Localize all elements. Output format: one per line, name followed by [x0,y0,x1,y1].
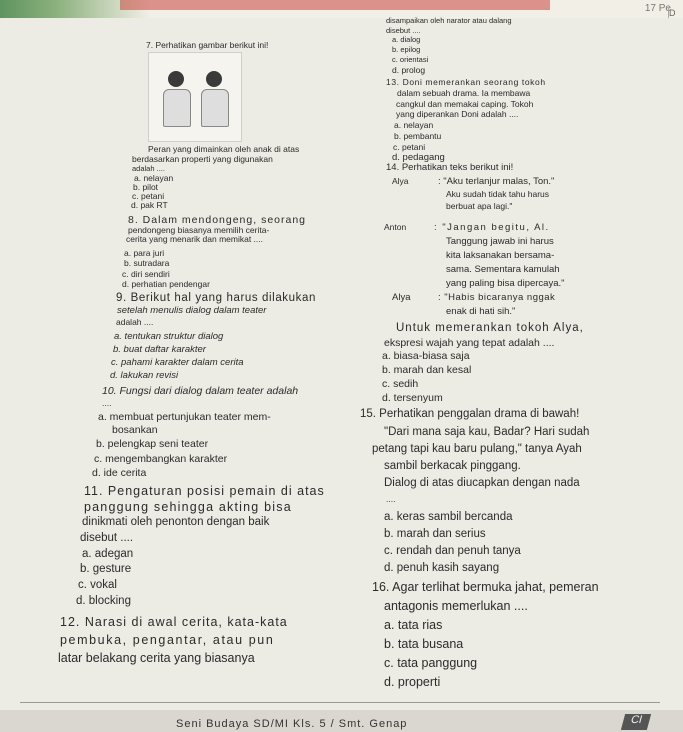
q7-opt-b: b. pilot [133,182,159,192]
child-figure-1 [163,71,189,129]
q16-opt-a: a. tata rias [384,618,443,632]
q15-line1: 15. Perhatikan penggalan drama di bawah! [360,408,580,420]
page-tab: D [668,8,681,26]
q7-opt-d: d. pak RT [131,200,168,210]
dialog-3-line2: enak di hati sih." [446,306,516,317]
q7-text: 7. Perhatikan gambar berikut ini! [146,40,269,50]
q14-opt-b: b. marah dan kesal [382,364,472,376]
q16-opt-d: d. properti [384,675,441,689]
q8-line2: pendongeng biasanya memilih cerita- [128,225,270,235]
q13-opt-c: c. petani [393,142,426,152]
q9-opt-a: a. tentukan struktur dialog [114,331,224,342]
q12-opt-d: d. prolog [392,65,426,75]
q10-opt-b: b. pelengkap seni teater [96,438,209,450]
dialog-2-line2: Tanggung jawab ini harus [446,236,554,247]
q13-line1: 13. Doni memerankan seorang tokoh [386,77,546,87]
q9-opt-c: c. pahami karakter dalam cerita [111,357,244,368]
dialog-2-line4: sama. Sementara kamulah [446,264,560,275]
q14-opt-d: d. tersenyum [382,392,443,404]
page-footer [0,710,683,732]
q7-caption: Peran yang dimainkan oleh anak di atas [148,144,300,154]
q10-opt-d: d. ide cerita [92,467,147,479]
q10-opt-a-cont: bosankan [112,424,158,436]
dialog-speaker-1: Alya [392,176,409,186]
q7-photo [148,52,242,142]
q9-line1: 9. Berikut hal yang harus dilakukan [116,292,316,304]
q11-opt-b: b. gesture [80,563,132,575]
dialog-speaker-3: Alya [392,292,411,303]
q12-opt-b: b. epilog [392,45,421,54]
q7-opt-c: c. petani [132,191,165,201]
q10-opt-c: c. mengembangkan karakter [94,453,228,465]
q12-opt-c: c. orientasi [392,55,429,64]
q7-stem2: adalah .... [132,164,165,173]
q16-opt-b: b. tata busana [384,637,464,651]
q7-stem: berdasarkan properti yang digunakan [132,154,273,164]
q8-line3: cerita yang menarik dan memikat .... [126,234,264,244]
q15-line5: Dialog di atas diucapkan dengan nada [384,477,580,489]
q8-line1: 8. Dalam mendongeng, seorang [128,214,307,226]
q11-line2: panggung sehingga akting bisa [84,500,292,514]
q9-opt-b: b. buat daftar karakter [113,344,206,355]
q8-opt-b: b. sutradara [124,258,170,268]
dialog-2-line5: yang paling bisa dipercaya." [446,278,565,289]
q10-line2: .... [102,398,112,408]
footer-divider [20,702,660,703]
dialog-1-line1: : "Aku terlanjur malas, Ton." [438,176,555,187]
q11-opt-a: a. adegan [82,548,134,560]
q12-opt-a: a. dialog [392,35,421,44]
q14-opt-a: a. biasa-biasa saja [382,350,470,362]
red-band [120,0,550,10]
child-figure-2 [201,71,227,129]
q14-stem-line1: Untuk memerankan tokoh Alya, [396,322,584,334]
q11-line4: disebut .... [80,532,134,544]
q10-line1: 10. Fungsi dari dialog dalam teater adalah [102,385,299,397]
q13-line3: cangkul dan memakai caping. Tokoh [396,99,534,109]
dialog-1-line3: berbuat apa lagi." [446,201,513,211]
q12-cont-line2: disebut .... [386,26,421,35]
q15-line3: petang tapi kau baru pulang," tanya Ayah [372,443,582,455]
q15-opt-d: d. penuh kasih sayang [384,562,500,574]
q15-opt-c: c. rendah dan penuh tanya [384,545,521,557]
q11-opt-c: c. vokal [78,579,117,591]
dialog-1-line2: Aku sudah tidak tahu harus [446,189,550,199]
q16-line1: 16. Agar terlihat bermuka jahat, pemeran [372,580,599,594]
q16-opt-c: c. tata panggung [384,656,478,670]
q12-line2: pembuka, pengantar, atau pun [60,633,275,647]
q13-line2: dalam sebuah drama. Ia membawa [397,88,531,98]
dialog-speaker-2: Anton [384,222,407,232]
q12-line3: latar belakang cerita yang biasanya [58,651,255,665]
q11-line3: dinikmati oleh penonton dengan baik [82,516,270,528]
q12-cont-line1: disampaikan oleh narator atau dalang [386,16,512,25]
q11-opt-d: d. blocking [76,595,131,607]
q9-line3: adalah .... [116,317,154,327]
dialog-3-line1: : "Habis bicaranya nggak [438,292,556,303]
q13-line4: yang diperankan Doni adalah .... [396,109,519,119]
q13-opt-b: b. pembantu [394,131,442,141]
q15-opt-a: a. keras sambil bercanda [384,511,513,523]
q14-stem-line2: ekspresi wajah yang tepat adalah .... [384,337,555,349]
q15-line6: .... [386,494,396,504]
q9-line2: setelah menulis dialog dalam teater [117,305,267,316]
q15-line2: "Dari mana saja kau, Badar? Hari sudah [384,426,590,438]
q8-opt-a: a. para juri [124,248,165,258]
q15-opt-b: b. marah dan serius [384,528,486,540]
footer-text: Seni Budaya SD/MI Kls. 5 / Smt. Genap [176,718,408,730]
q8-opt-c: c. diri sendiri [122,269,170,279]
q14-opt-c: c. sedih [382,378,419,390]
footer-badge: CI [621,714,651,730]
dialog-2-line1: : "Jangan begitu, Al. [434,222,550,233]
q15-line4: sambil berkacak pinggang. [384,460,521,472]
q10-opt-a: a. membuat pertunjukan teater mem- [98,411,271,423]
page-number: 17 Pe [644,3,671,14]
q14-text: 14. Perhatikan teks berikut ini! [386,162,514,173]
q12-line1: 12. Narasi di awal cerita, kata-kata [60,615,288,629]
q9-opt-d: d. lakukan revisi [110,370,179,381]
q7-opt-a: a. nelayan [134,173,174,183]
q13-opt-d: d. pedagang [392,152,445,163]
q11-line1: 11. Pengaturan posisi pemain di atas [84,484,325,498]
q8-opt-d: d. perhatian pendengar [122,279,210,289]
dialog-2-line3: kita laksanakan bersama- [446,250,555,261]
q13-opt-a: a. nelayan [394,120,434,130]
q16-line2: antagonis memerlukan .... [384,599,528,613]
